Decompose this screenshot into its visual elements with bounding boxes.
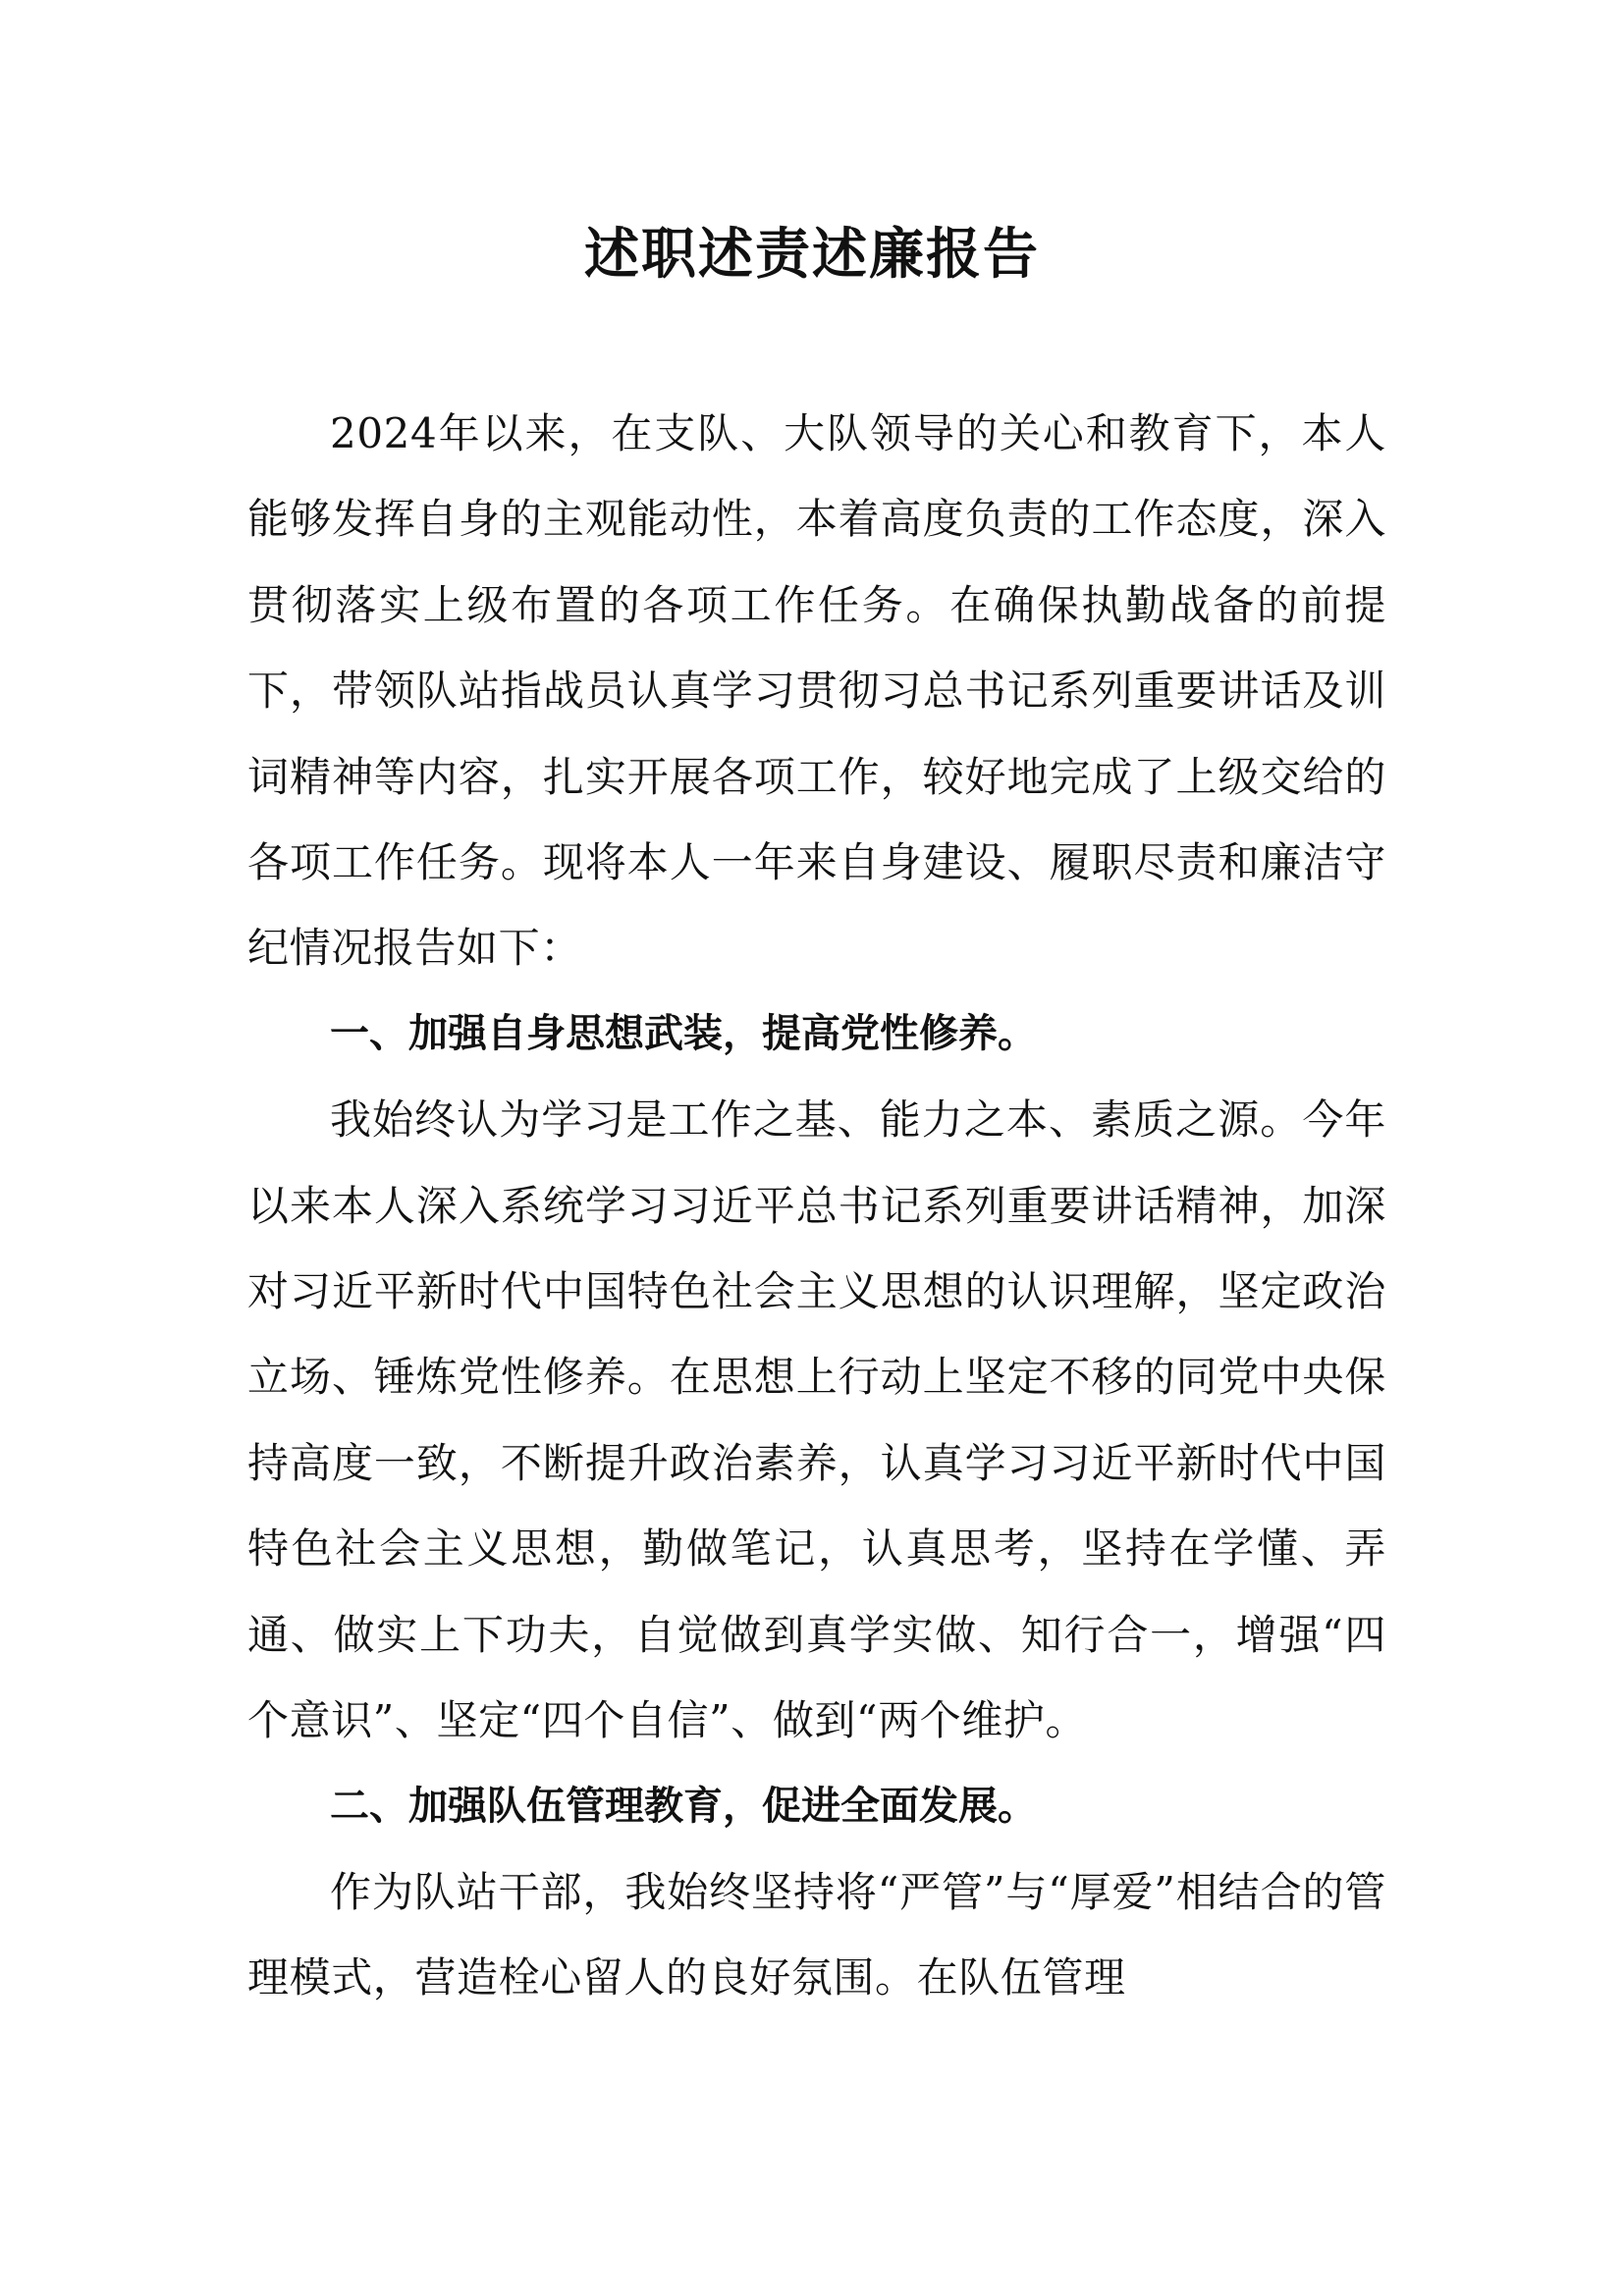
section-1-paragraph: 我始终认为学习是工作之基、能力之本、素质之源。今年以来本人深入系统学习习近平总书记系列重要讲话精神，加深对习近平新时代中国特色社会主义思想的认识理解，坚定政治立场、锤炼党性修养。在思想上行动上坚定不移的同党中央保持高度一致，不断提升政治素养，认真学习习近平新时代中国特色社会主义思想，勤做笔记，认真思考，坚持在学懂、弄通、做实上下功夫，自觉做到真学实做、知行合一，增强“四个意识”、坚定“四个自信”、做到“两个维护。 (247, 1095, 1386, 1745)
document-title: 述职述责述廉报告 (584, 223, 1040, 287)
intro-paragraph: 2024年以来，在支队、大队领导的关心和教育下，本人能够发挥自身的主观能动性，本着高度负责的工作态度，深入贯彻落实上级布置的各项工作任务。在确保执勤战备的前提下，带领队站指战员认真学习贯彻习总书记系列重要讲话及训词精神等内容，扎实开展各项工作，较好地完成了上级交给的各项工作任务。现将本人一年来自身建设、履职尽责和廉洁守纪情况报告如下： (247, 409, 1386, 973)
document-body (247, 391, 1386, 2021)
section-heading-1: 一、加强自身思想武装，提高党性修养。 (330, 1010, 1037, 1056)
section-heading-2: 二、加强队伍管理教育，促进全面发展。 (330, 1783, 1037, 1829)
section-2-paragraph: 作为队站干部，我始终坚持将“严管”与“厚爱”相结合的管理模式，营造栓心留人的良好氛围。在队伍管理 (247, 1867, 1386, 2002)
